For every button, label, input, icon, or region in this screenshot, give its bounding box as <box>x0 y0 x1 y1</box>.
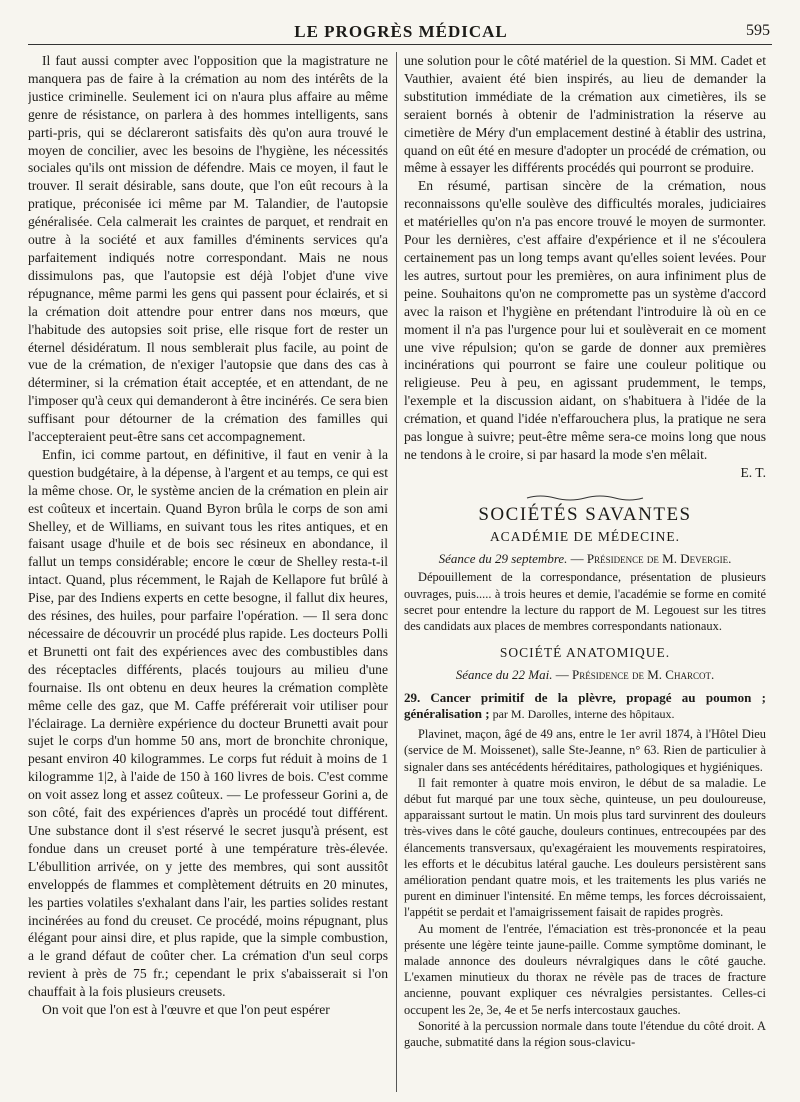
left-column <box>28 52 388 1092</box>
case-paragraph: Il fait remonter à quatre mois environ, le début de sa maladie. Le début fut marqué par une toux sèche, quinteuse, un peu douloureuse, apparaissant surtout le matin. Un mois plus tard survinrent des douleurs très-vives dans le côté gauche, douleurs continues, entrecoupées par des élancements transversaux, qu'exagéraient les mouvements respiratoires, les efforts et le décubitus latéral gauche. Les douleurs persistèrent sans amélioration pendant quatre mois, et les traitements les plus variés ne purent en diminuer l'intensité. En même temps, les forces décroissaient, l'appétit se perdait et l'amaigrissement faisait de rapides progrès. <box>404 775 766 920</box>
section-flourish <box>404 490 766 500</box>
session-presidency: — Présidence de M. Charcot. <box>555 667 715 683</box>
session-date: Séance du 29 septembre. <box>438 550 568 566</box>
header-rule <box>28 44 772 45</box>
column-divider <box>396 52 397 1092</box>
signature: E. T. <box>740 464 766 480</box>
paragraph: Il faut aussi compter avec l'opposition que la magistrature ne manquera pas de faire à la crémation au nom des intérêts de la justice criminelle. Seulement ici on n'aura plus affaire au même genre de résistance, on parlera à des hommes intelligents, sans parti-pris, qui se déclareront satisfaits dès qu'on aura trouvé le moyen de concilier, avec les besoins de l'hygiène, les nécessités sociales qu'ils ont mission de défendre. Mais ce moyen, il faut le trouver. Il serait désirable, sans doute, que l'on eût recours à la pratique, préconisée ici même par M. Talandier, de l'autopsie généralisée. Cela calmerait les craintes de parquet, et rendrait en outre à la société et aux familles d'éminents services qu'a parfaitement indiqués notre correspondant. Mais ne nous dissimulons pas, que l'autopsie est déjà l'objet d'une vive répugnance, même parmi les gens qui passent pour éclairés, et si la crémation doit attendre pour entrer dans nos mœurs, que l'habitude des autopsies soit prise, elle risque fort de rester un éternel désidératum. Il nous semblerait plus facile, au point de vue de la crémation, de n'exiger l'autopsie que dans des cas à déterminer, si la crémation était acceptée, et en attendant, de ne l'imposer qu'à ceux qui demanderont à être incinérés. Ce sera bien suffisant pour détourner de la crémation des familles qui l'accepteraient peut-être sans cet accompagnement. <box>28 53 388 445</box>
paragraph: Enfin, ici comme partout, en définitive, il faut en venir à la question budgétaire, à la dépense, à l'argent et au temps, ce qui est la même chose. Or, le système ancien de la crémation en plein air est coûteux et incertain. Quand Byron brûla le corps de son ami Shelley, et de Williams, en suivant tous les rites antiques, et en faisant usage d'huile et de bois sec résineux en abondance, il fallut un temps considérable; encore le cœur de Shelley resta-t-il intact. Quand, plus récemment, le Rajah de Kellapore fut brûlé à Pise, par des Indiens experts en cette besogne, il fallut dix heures, des résines, des huiles, pour parfaire l'opération. — Il sera donc nécessaire de découvrir un procédé plus rapide. Les docteurs Polli et Brunetti ont fait des expériences avec des combustibles dans des réceptacles différents, placés toujours au milieu d'une fournaise. Ils ont obtenu en deux heures la crémation complète même celle des gaz, que M. Caffe préférerait voir utiliser pour l'éclairage. La dernière expérience du docteur Brunetti avait pour sujet le corps d'un homme 50 ans, mort de bronchite chronique, pesant environ 40 kilogrammes. Le corps fut réduit à moins de 1 kilogramme 1|2, à l'aide de 150 à 160 livres de bois. C'est comme on voit assez long et assez coûteux. — Le professeur Gorini a, de son côté, fait des expériences d'après un procédé tout différent. Une substance dont il s'est réservé le secret jusqu'à présent, est fondue dans un creuset porté à une température très-élevée. L'ébullition arrivée, on y jette des membres, qui sont aussitôt enveloppés de flammes et complètement détruits en 20 minutes, les parties volatiles s'exhalant dans l'air, les parties solides restant incinérées au fond du creuset. Ce procédé, moins répugnant, plus élégant pour ainsi dire, et plus rapide, que la simple combustion, a le grand défaut de coûter cher. La crémation d'un seul corps revient à près de 75 fr.; cependant le prix s'abaisserait si l'on chauffait à la fois plusieurs creusets. <box>28 446 388 1000</box>
case-heading <box>404 690 766 722</box>
case-number: 29. <box>404 690 421 706</box>
case-paragraph: Au moment de l'entrée, l'émaciation est très-prononcée et la peau présente une légère teinte jaune-paille. Comme symptôme dominant, le malade annonce des douleurs névralgiques dans le côté gauche. L'examen minutieux du thorax ne révèle pas de traces de fracture ancienne, pouvant expliquer ces névralgies persistantes. Celles-ci occupent les 2e, 3e, 4e et 5e nerfs intercostaux gauches. <box>404 921 766 1017</box>
academy-session <box>404 550 766 568</box>
page-number: 595 <box>746 22 770 39</box>
session-date: Séance du 22 Mai. <box>455 667 553 683</box>
journal-title: LE PROGRÈS MÉDICAL <box>294 22 508 41</box>
paragraph: une solution pour le côté matériel de la question. Si MM. Cadet et Vauthier, avaient été bien inspirés, au lieu de demander la substitution immédiate de la crémation aux cimetières, ils se seraient bornés à obtenir de l'administration la réserve au cimetière de Méry d'un emplacement destiné à établir des ustrina, quand on eût été en mesure d'adopter un procédé de crémation, ou même à essayer les différents procédés qui pourront se produire. <box>404 53 766 176</box>
academy-text: Dépouillement de la correspondance, présentation de plusieurs ouvrages, puis..... à trois heures et demie, l'académie se forme en comité secret pour entendre la lecture du rapport de M. Legouest sur les titres des candidats aux places de membres correspondants nationaux. <box>404 570 766 634</box>
anatomical-heading: SOCIÉTÉ ANATOMIQUE. <box>499 645 671 661</box>
societies-heading: SOCIÉTÉS SAVANTES <box>478 503 692 525</box>
case-title: Cancer primitif de la plèvre, propagé au poumon ; généralisation ; <box>404 690 766 722</box>
anatomical-session <box>404 666 766 684</box>
academy-heading: ACADÉMIE DE MÉDECINE. <box>489 528 681 544</box>
flourish-ornament <box>525 493 645 503</box>
right-column <box>404 52 766 1092</box>
paragraph: En résumé, partisan sincère de la crémation, nous reconnaissons qu'elle soulève des difficultés morales, judiciaires et matérielles qu'on n'a pas encore trouvé le moyen de surmonter. Pour les dernières, c'est affaire d'expérience et il ne s'écoulera certainement pas un long temps avant qu'elles soient levées. Pour les autres, surtout pour les premières, on aura infiniment plus de peine. Souhaitons qu'on ne compromette pas un système d'accord avec la raison et l'hygiène en prétendant l'introduire là où en ce moment il n'a pas l'urgence pour lui et soulèverait en ce moment une vive répulsion; qu'on se garde de donner aux premières incinérations qui pourront se faire une couleur politique ou religieuse. Peu à peu, en agissant prudemment, le temps, l'exemple et la discussion aidant, on s'habituera à l'idée de la crémation, et quand l'idée n'effarouchera plus, la pratique ne sera pas longue à suivre; peut-être même sera-ce moins long que nous ne tendons à le croire, si par hasard la mode s'en mêlait. <box>404 178 766 462</box>
case-paragraph: Sonorité à la percussion normale dans toute l'étendue du côté droit. A gauche, submatité dans la région sous-clavicu- <box>404 1018 766 1049</box>
session-presidency: — Présidence de M. Devergie. <box>570 550 732 566</box>
paragraph: On voit que l'on est à l'œuvre et que l'on peut espérer <box>42 1002 330 1018</box>
case-paragraph: Plavinet, maçon, âgé de 49 ans, entre le 1er avril 1874, à l'Hôtel Dieu (service de M. Moissenet), salle Ste-Jeanne, n° 63. Rien de particulier à signaler dans ses antécédents héréditaires, pathologiques et hygiéniques. <box>404 727 766 774</box>
page-header <box>32 14 770 42</box>
signature-line <box>404 464 766 482</box>
case-author: par M. Darolles, interne des hôpitaux. <box>492 707 675 722</box>
